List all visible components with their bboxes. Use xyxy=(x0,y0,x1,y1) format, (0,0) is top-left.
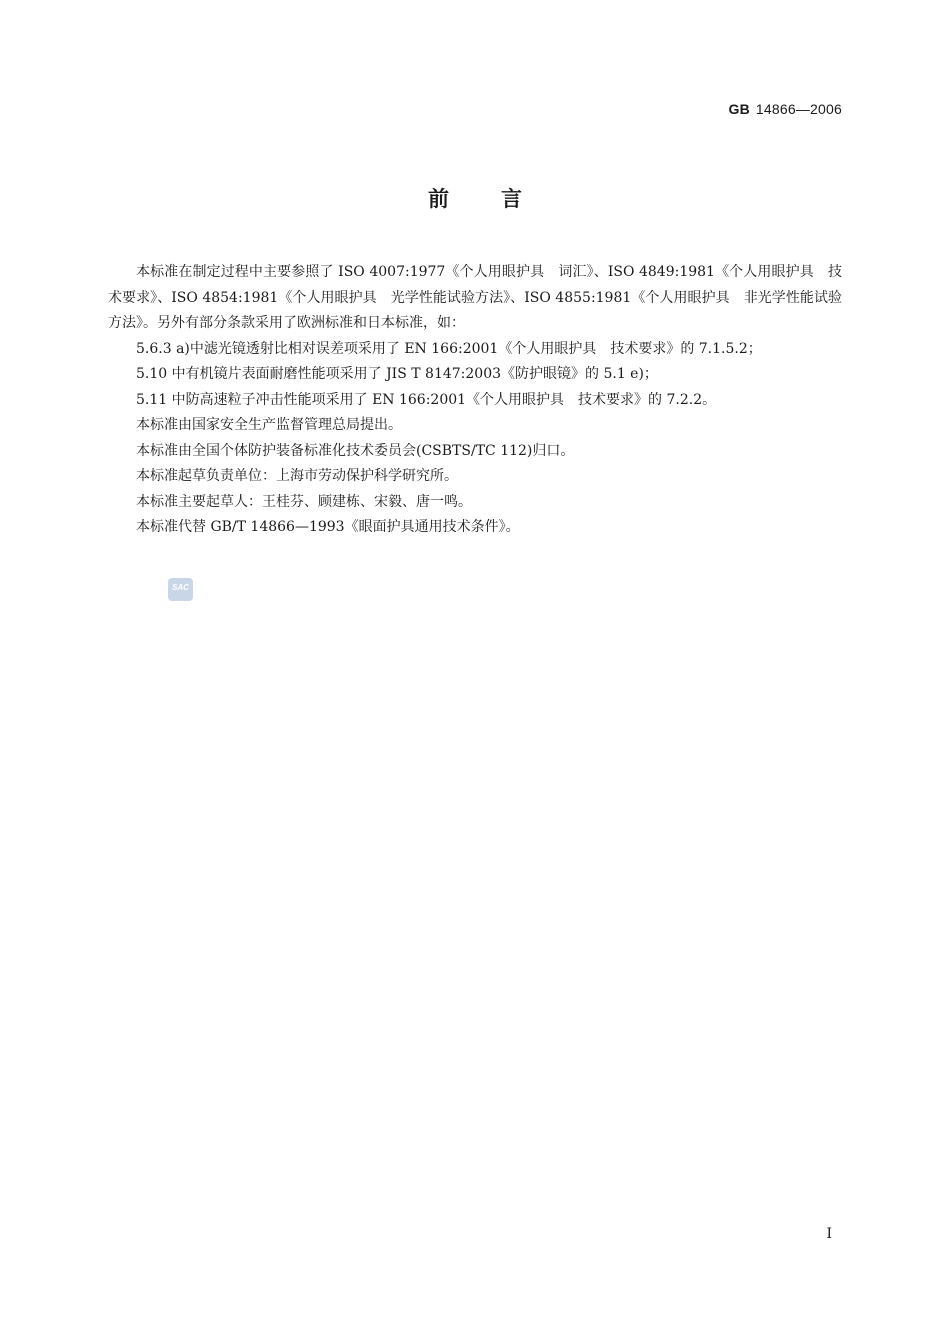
paragraph-drafting-unit: 本标准起草负责单位：上海市劳动保护科学研究所。 xyxy=(136,468,458,484)
standard-prefix: GB xyxy=(728,101,750,117)
paragraph-centralized-by: 本标准由全国个体防护装备标准化技术委员会(CSBTS/TC 112)归口。 xyxy=(136,442,575,459)
paragraph-proposed-by: 本标准由国家安全生产监督管理总局提出。 xyxy=(136,417,402,433)
paragraph-clause-5-10: 5.10 中有机镜片表面耐磨性能项采用了 JIS T 8147:2003《防护眼镜》的 5.1 e)； xyxy=(136,366,658,382)
paragraph-clause-5-11: 5.11 中防高速粒子冲击性能项采用了 EN 166:2001《个人用眼护具 技术要求》的 7.2.2。 xyxy=(136,391,717,408)
foreword-body xyxy=(108,260,842,541)
page-title: 前言 xyxy=(428,187,574,211)
standard-code xyxy=(729,101,842,117)
standard-number: 14866—2006 xyxy=(755,101,842,117)
paragraph-replaces: 本标准代替 GB/T 14866—1993《眼面护具通用技术条件》。 xyxy=(136,519,520,535)
page-number: I xyxy=(826,1226,832,1242)
paragraph-clause-5-6-3: 5.6.3 a)中滤光镜透射比相对误差项采用了 EN 166:2001《个人用眼护具 技术要求》的 7.1.5.2； xyxy=(136,340,762,357)
paragraph-references: 本标准在制定过程中主要参照了 ISO 4007:1977《个人用眼护具 词汇》、ISO 4849:1981《个人用眼护具 技术要求》、ISO 4854:1981《个人用眼护具 光学性能试验方法》、ISO 4855:1981《个人用眼护具 非光学性能试验方法》。另外有部分条款采用了欧洲标准和日本标准，如： xyxy=(108,264,842,331)
paragraph-drafters: 本标准主要起草人：王桂芬、顾建栋、宋毅、唐一鸣。 xyxy=(136,493,472,510)
sac-watermark-logo xyxy=(168,578,193,601)
sac-watermark-text: SAC xyxy=(172,583,189,592)
